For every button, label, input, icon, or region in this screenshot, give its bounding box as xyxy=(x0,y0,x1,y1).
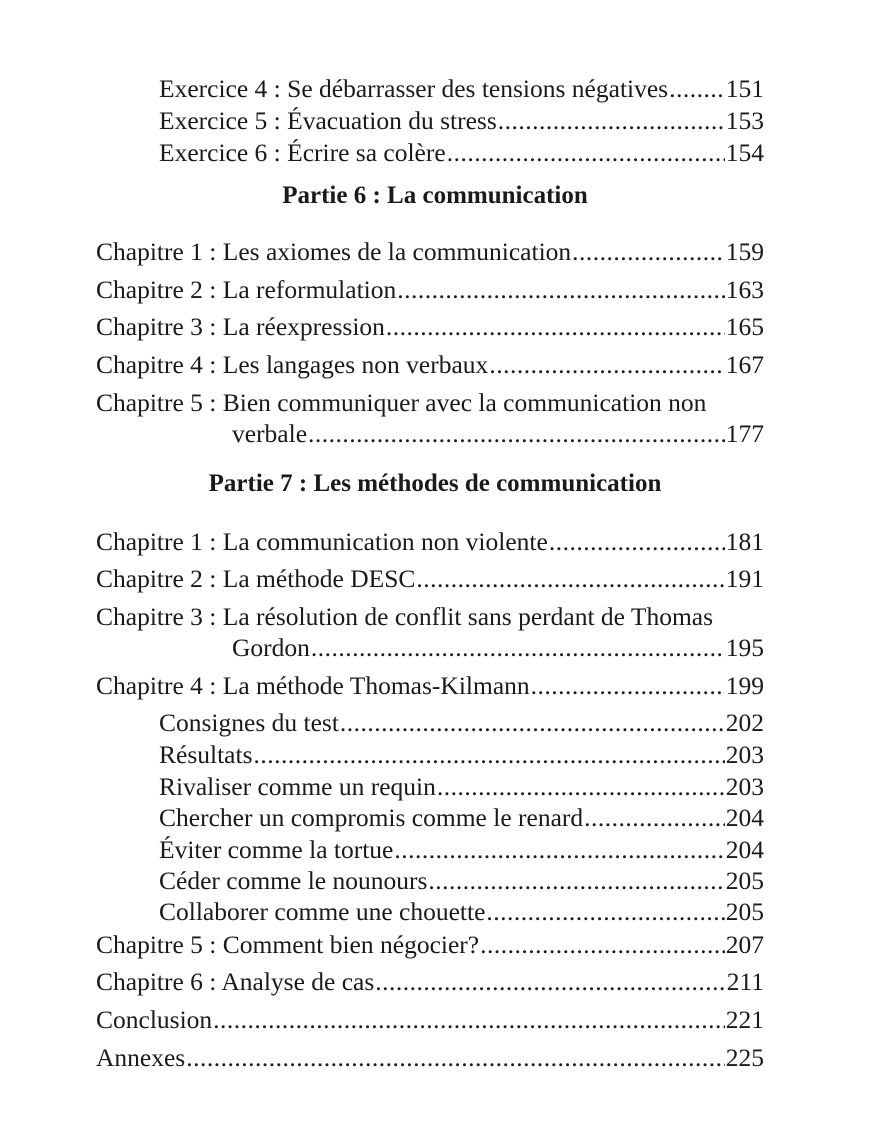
toc-subentry-chouette[interactable] xyxy=(159,896,764,928)
page-number: 159 xyxy=(725,237,764,266)
entry-label: Chercher un compromis comme le renard xyxy=(159,803,584,832)
dot-leader xyxy=(311,632,725,664)
entry-label: Chapitre 1 : Les axiomes de la communication xyxy=(96,237,572,266)
entry-label: Exercice 4 : Se débarrasser des tensions négatives xyxy=(159,74,669,103)
page-number: 204 xyxy=(725,835,764,864)
dot-leader xyxy=(386,311,725,343)
dot-leader xyxy=(340,707,725,739)
toc-entry-p7-chapitre-5[interactable] xyxy=(96,929,764,961)
entry-label: Rivaliser comme un requin xyxy=(159,772,436,801)
entry-label: Céder comme le nounours xyxy=(159,866,428,895)
entry-label: Chapitre 5 : Comment bien négocier? xyxy=(96,930,480,959)
entry-label: Chapitre 6 : Analyse de cas xyxy=(96,967,375,996)
page-number: 199 xyxy=(725,671,764,700)
toc-entry-p6-chapitre-5-line1[interactable]: Chapitre 5 : Bien communiquer avec la communication non xyxy=(96,388,707,417)
dot-leader xyxy=(213,1004,725,1036)
entry-label: Chapitre 2 : La méthode DESC xyxy=(96,564,416,593)
entry-label: Exercice 5 : Évacuation du stress xyxy=(159,106,497,135)
page-number: 165 xyxy=(725,312,764,341)
toc-entry-p6-chapitre-5-line2[interactable] xyxy=(232,418,764,450)
toc-entry-exercice-5[interactable] xyxy=(159,105,764,137)
page-number: 205 xyxy=(725,897,764,926)
dot-leader xyxy=(394,834,724,866)
toc-subentry-renard[interactable] xyxy=(159,802,764,834)
toc-entry-p7-chapitre-6[interactable] xyxy=(96,966,764,998)
page-number: 153 xyxy=(725,106,764,135)
entry-label-continuation: Gordon xyxy=(232,633,310,662)
dot-leader xyxy=(486,896,724,928)
entry-label-continuation: verbale xyxy=(232,419,308,448)
entry-label: Résultats xyxy=(159,740,253,769)
page-number: 225 xyxy=(725,1043,764,1072)
dot-leader xyxy=(186,1042,725,1074)
page-number: 191 xyxy=(725,564,764,593)
entry-label: Chapitre 2 : La reformulation xyxy=(96,275,397,304)
toc-entry-p6-chapitre-2[interactable] xyxy=(96,274,764,306)
dot-leader xyxy=(447,137,725,169)
dot-leader xyxy=(498,105,725,137)
page-number: 211 xyxy=(726,967,764,996)
entry-label: Chapitre 4 : La méthode Thomas-Kilmann xyxy=(96,671,530,700)
page-number: 202 xyxy=(725,708,764,737)
page-number: 207 xyxy=(725,930,764,959)
dot-leader xyxy=(584,802,725,834)
dot-leader xyxy=(397,274,725,306)
toc-entry-p7-chapitre-2[interactable] xyxy=(96,563,764,595)
page-number: 181 xyxy=(725,527,764,556)
dot-leader xyxy=(254,739,725,771)
dot-leader xyxy=(531,670,725,702)
dot-leader xyxy=(572,236,725,268)
page-number: 151 xyxy=(725,74,764,103)
page-number: 195 xyxy=(725,633,764,662)
entry-label: Chapitre 1 : La communication non violente xyxy=(96,527,548,556)
dot-leader xyxy=(437,771,725,803)
dot-leader xyxy=(549,526,725,558)
toc-subentry-tortue[interactable] xyxy=(159,834,764,866)
toc-entry-p7-chapitre-4[interactable] xyxy=(96,670,764,702)
toc-entry-conclusion[interactable] xyxy=(96,1004,764,1036)
page-number: 203 xyxy=(725,772,764,801)
entry-label: Collaborer comme une chouette xyxy=(159,897,486,926)
toc-subentry-resultats[interactable] xyxy=(159,739,764,771)
toc-entry-p6-chapitre-4[interactable] xyxy=(96,349,764,381)
entry-label: Chapitre 3 : La réexpression xyxy=(96,312,385,341)
toc-entry-annexes[interactable] xyxy=(96,1042,764,1074)
page-number: 221 xyxy=(725,1005,764,1034)
toc-subentry-consignes[interactable] xyxy=(159,707,764,739)
toc-entry-exercice-6[interactable] xyxy=(159,137,764,169)
toc-entry-p7-chapitre-1[interactable] xyxy=(96,526,764,558)
entry-label: Conclusion xyxy=(96,1005,213,1034)
dot-leader xyxy=(428,865,724,897)
page-number: 163 xyxy=(725,275,764,304)
dot-leader xyxy=(489,349,724,381)
page-number: 204 xyxy=(725,803,764,832)
entry-label: Consignes du test xyxy=(159,708,339,737)
dot-leader xyxy=(375,966,725,998)
toc-entry-p6-chapitre-3[interactable] xyxy=(96,311,764,343)
entry-label: Exercice 6 : Écrire sa colère xyxy=(159,138,446,167)
page-number: 177 xyxy=(725,419,764,448)
part-6-heading: Partie 6 : La communication xyxy=(282,182,588,209)
dot-leader xyxy=(416,563,724,595)
toc-entry-p7-chapitre-3-line1[interactable]: Chapitre 3 : La résolution de conflit sans perdant de Thomas xyxy=(96,602,714,631)
page-number: 154 xyxy=(725,138,764,167)
entry-label: Éviter comme la tortue xyxy=(159,835,394,864)
page-number: 205 xyxy=(725,866,764,895)
toc-entry-exercice-4[interactable] xyxy=(159,73,764,105)
entry-label: Annexes xyxy=(96,1043,186,1072)
dot-leader xyxy=(669,73,725,105)
toc-entry-p7-chapitre-3-line2[interactable] xyxy=(232,632,764,664)
toc-entry-p6-chapitre-1[interactable] xyxy=(96,236,764,268)
dot-leader xyxy=(308,418,725,450)
dot-leader xyxy=(480,929,725,961)
page-number: 203 xyxy=(725,740,764,769)
part-7-heading: Partie 7 : Les méthodes de communication xyxy=(208,470,662,497)
toc-subentry-nounours[interactable] xyxy=(159,865,764,897)
page-number: 167 xyxy=(725,350,764,379)
entry-label: Chapitre 4 : Les langages non verbaux xyxy=(96,350,489,379)
toc-subentry-requin[interactable] xyxy=(159,771,764,803)
